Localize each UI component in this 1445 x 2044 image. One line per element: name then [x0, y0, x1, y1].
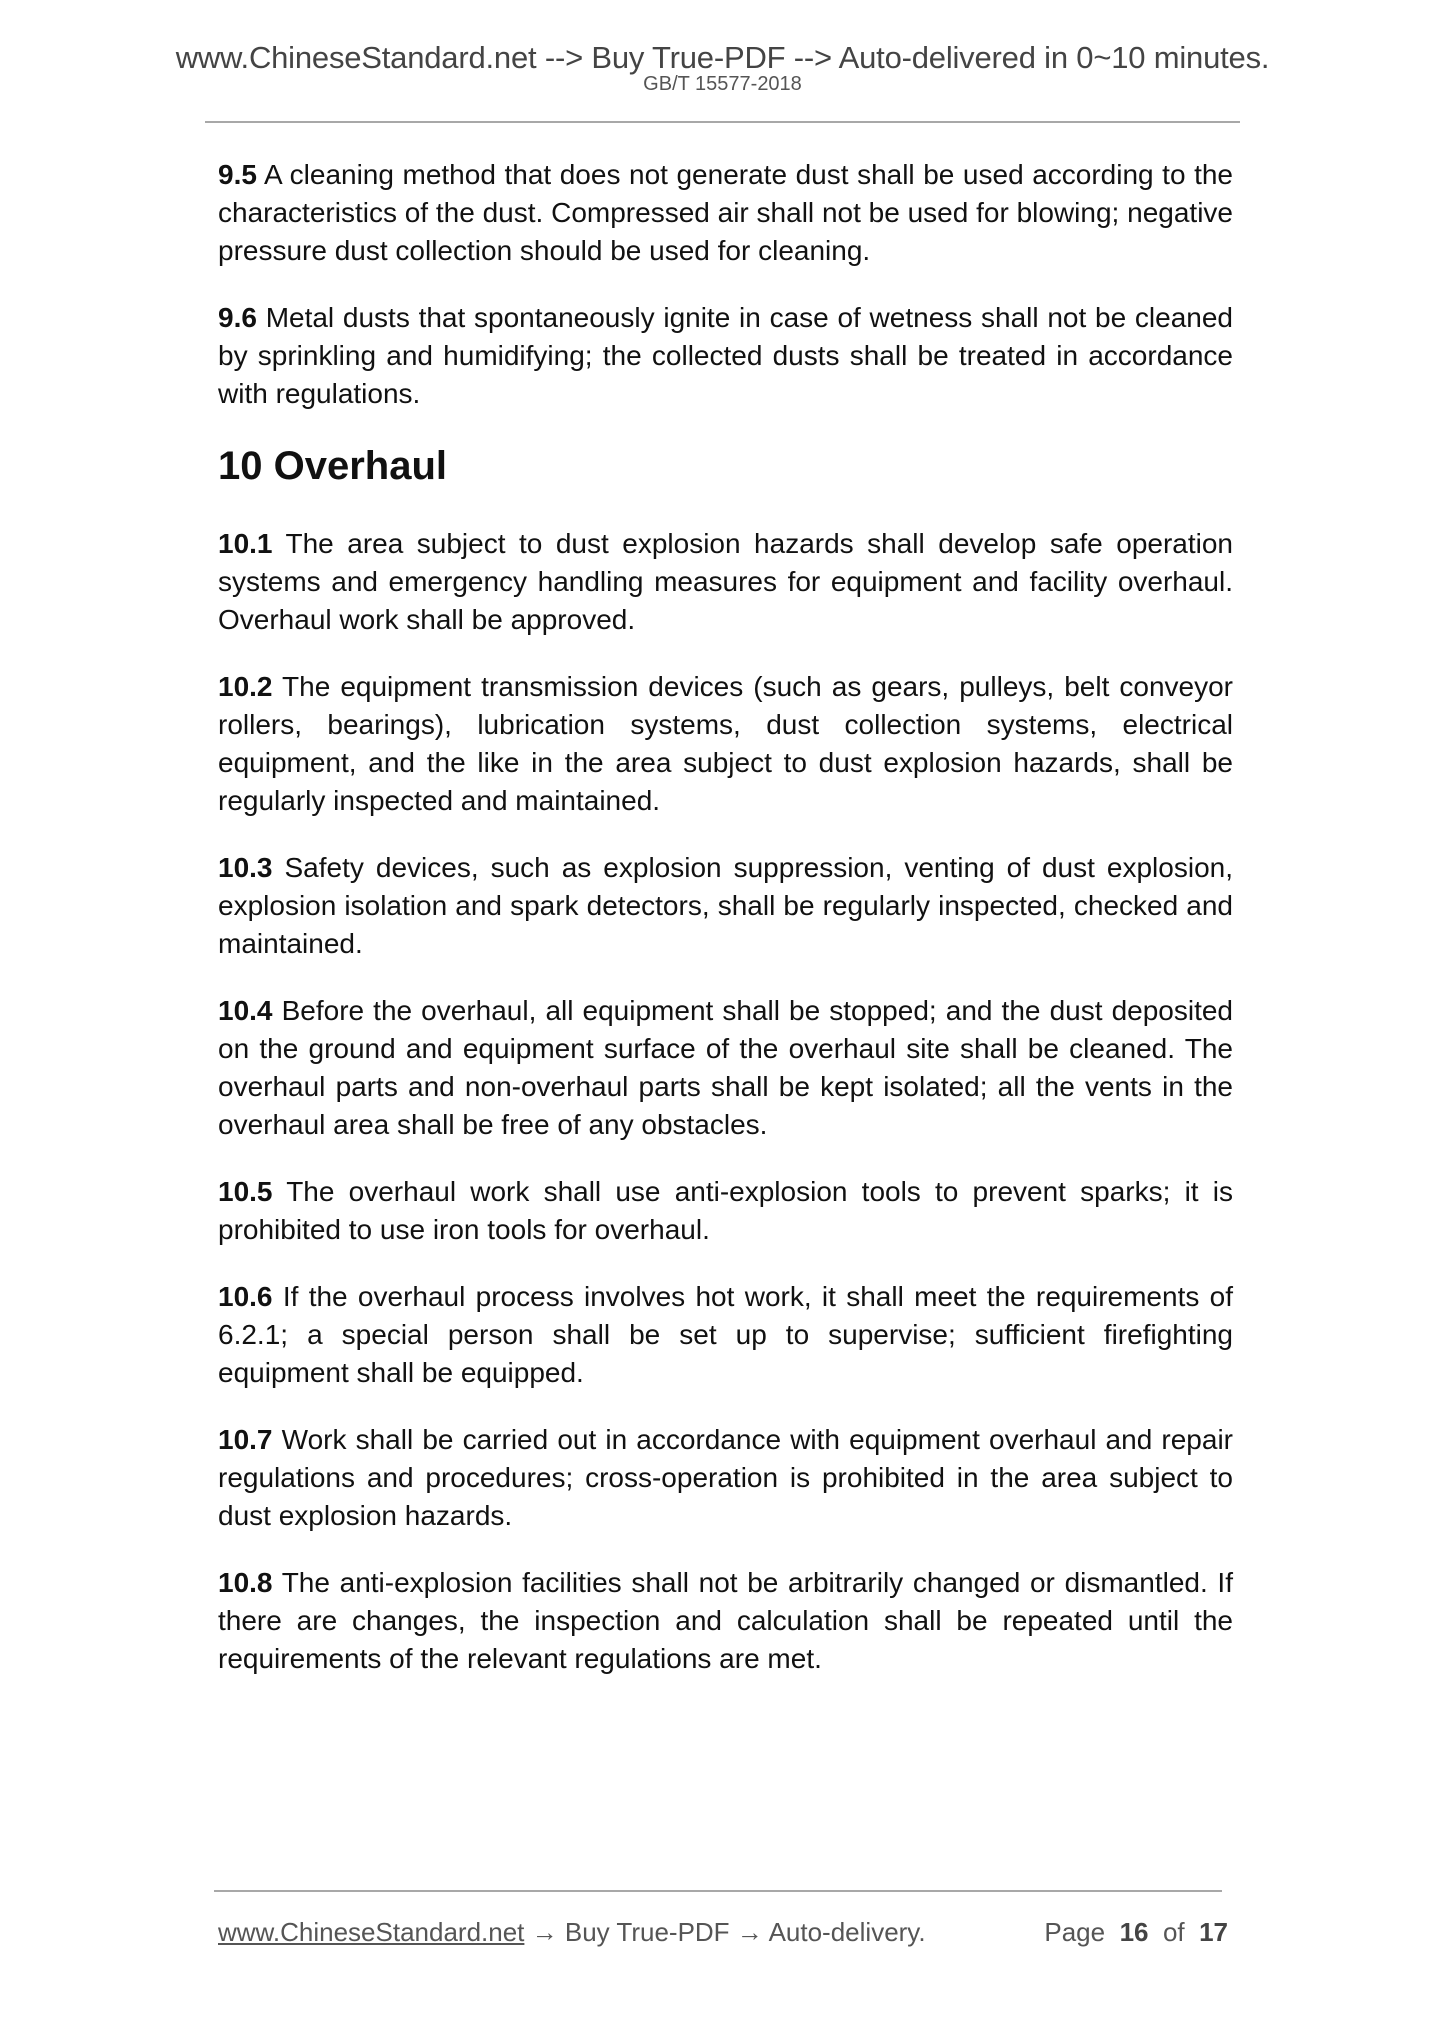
clause-number: 10.4: [218, 995, 273, 1026]
clause-text: Metal dusts that spontaneously ignite in case of wetness shall not be cleaned by sprinkling and humidifying; the collected dusts shall be treated in accordance with regulations.: [218, 302, 1233, 409]
total-pages: 17: [1199, 1917, 1228, 1947]
footer-divider: [214, 1890, 1222, 1892]
clause-10-1: [218, 525, 1233, 639]
clause-10-3: [218, 849, 1233, 963]
clause-10-4: [218, 992, 1233, 1144]
clause-text: Safety devices, such as explosion suppression, venting of dust explosion, explosion isolation and spark detectors, shall be regularly inspected, checked and maintained.: [218, 852, 1233, 959]
clause-10-2: [218, 668, 1233, 820]
clause-10-5: [218, 1173, 1233, 1249]
clause-number: 10.2: [218, 671, 273, 702]
footer-website-link[interactable]: www.ChineseStandard.net: [218, 1917, 525, 1947]
clause-9-5: [218, 156, 1233, 270]
clause-10-6: [218, 1278, 1233, 1392]
section-heading-10: 10 Overhaul: [218, 444, 448, 488]
header-banner: www.ChineseStandard.net --> Buy True-PDF --> Auto-delivered in 0~10 minutes.: [175, 40, 1270, 75]
clause-number: 10.1: [218, 528, 273, 559]
clause-text: The equipment transmission devices (such as gears, pulleys, belt conveyor rollers, bearings), lubrication systems, dust collection systems, electrical equipment, and the like in the area subject to dust explosion hazards, shall be regularly inspected and maintained.: [218, 671, 1233, 816]
page-indicator: [1044, 1916, 1228, 1948]
header-divider: [205, 121, 1240, 123]
clause-number: 10.5: [218, 1176, 273, 1207]
clause-text: The area subject to dust explosion hazards shall develop safe operation systems and emergency handling measures for equipment and facility overhaul. Overhaul work shall be approved.: [218, 528, 1233, 635]
standard-id: GB/T 15577-2018: [643, 73, 802, 95]
clause-text: Before the overhaul, all equipment shall be stopped; and the dust deposited on the ground and equipment surface of the overhaul site shall be cleaned. The overhaul parts and non-overhaul parts shall be kept isolated; all the vents in the overhaul area shall be free of any obstacles.: [218, 995, 1233, 1140]
clause-9-6: [218, 299, 1233, 413]
clause-number: 10.7: [218, 1424, 273, 1455]
clause-10-8: [218, 1564, 1233, 1678]
current-page: 16: [1119, 1917, 1149, 1947]
clause-number: 10.3: [218, 852, 273, 883]
clause-text: The anti-explosion facilities shall not be arbitrarily changed or dismantled. If there are changes, the inspection and calculation shall be repeated until the requirements of the relevant regulations are met.: [218, 1567, 1233, 1674]
clause-number: 10.6: [218, 1281, 273, 1312]
of-label: of: [1162, 1917, 1185, 1947]
clause-10-7: [218, 1421, 1233, 1535]
page-label: Page: [1044, 1917, 1106, 1947]
clause-text: A cleaning method that does not generate dust shall be used according to the characteristics of the dust. Compressed air shall not be used for blowing; negative pressure dust collection should be used for cleaning.: [218, 159, 1233, 266]
footer-tagline: → Buy True-PDF → Auto-delivery.: [524, 1917, 926, 1947]
clause-number: 9.6: [218, 302, 257, 333]
clause-number: 10.8: [218, 1567, 273, 1598]
document-body: [218, 156, 1233, 1707]
clause-text: Work shall be carried out in accordance with equipment overhaul and repair regulations and procedures; cross-operation is prohibited in the area subject to dust explosion hazards.: [218, 1424, 1233, 1531]
clause-number: 9.5: [218, 159, 257, 190]
clause-text: If the overhaul process involves hot work, it shall meet the requirements of 6.2.1; a special person shall be set up to supervise; sufficient firefighting equipment shall be equipped.: [218, 1281, 1234, 1388]
page-footer: [218, 1916, 1228, 1948]
clause-text: The overhaul work shall use anti-explosion tools to prevent sparks; it is prohibited to use iron tools for overhaul.: [218, 1176, 1234, 1245]
